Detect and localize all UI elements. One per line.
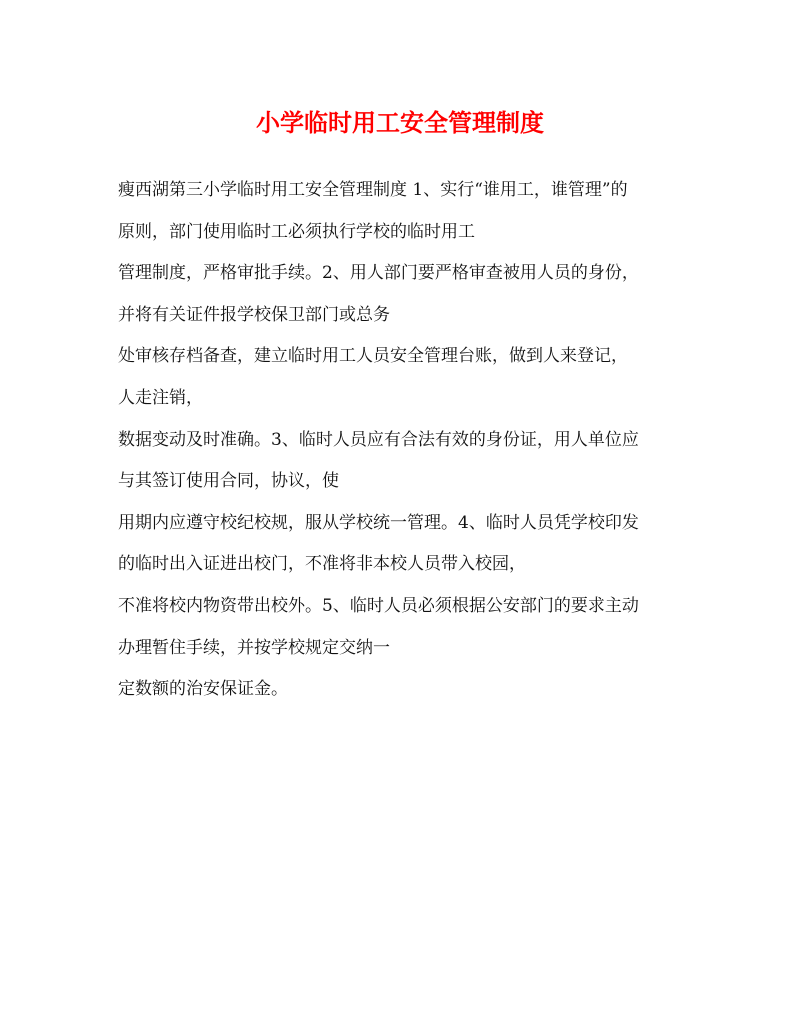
body-line: 数据变动及时准确。3、临时人员应有合法有效的身份证，用人单位应 [118,429,639,450]
body-line: 管理制度，严格审批手续。2、用人部门要严格审查被用人员的身份， [118,263,639,284]
document-title: 小学临时用工安全管理制度 [256,108,544,137]
body-line: 瘦西湖第三小学临时用工安全管理制度 1、实行“谁用工，谁管理”的 [118,180,628,200]
body-line: 处审核存档备查，建立临时用工人员安全管理台账，做到人来登记， [118,346,628,367]
document-body [118,180,698,721]
body-line: 并将有关证件报学校保卫部门或总务 [118,304,390,325]
body-line: 人走注销， [118,387,203,408]
body-line: 定数额的治安保证金。 [118,679,288,700]
body-line: 原则，部门使用临时工必须执行学校的临时用工 [118,221,475,242]
body-line: 用期内应遵守校纪校规，服从学校统一管理。4、临时人员凭学校印发 [118,512,639,533]
body-line: 办理暂住手续，并按学校规定交纳一 [118,637,390,658]
body-line: 不准将校内物资带出校外。5、临时人员必须根据公安部门的要求主动 [118,595,639,616]
body-line: 的临时出入证进出校门，不准将非本校人员带入校园， [118,554,526,575]
body-line: 与其签订使用合同，协议，使 [118,471,339,492]
